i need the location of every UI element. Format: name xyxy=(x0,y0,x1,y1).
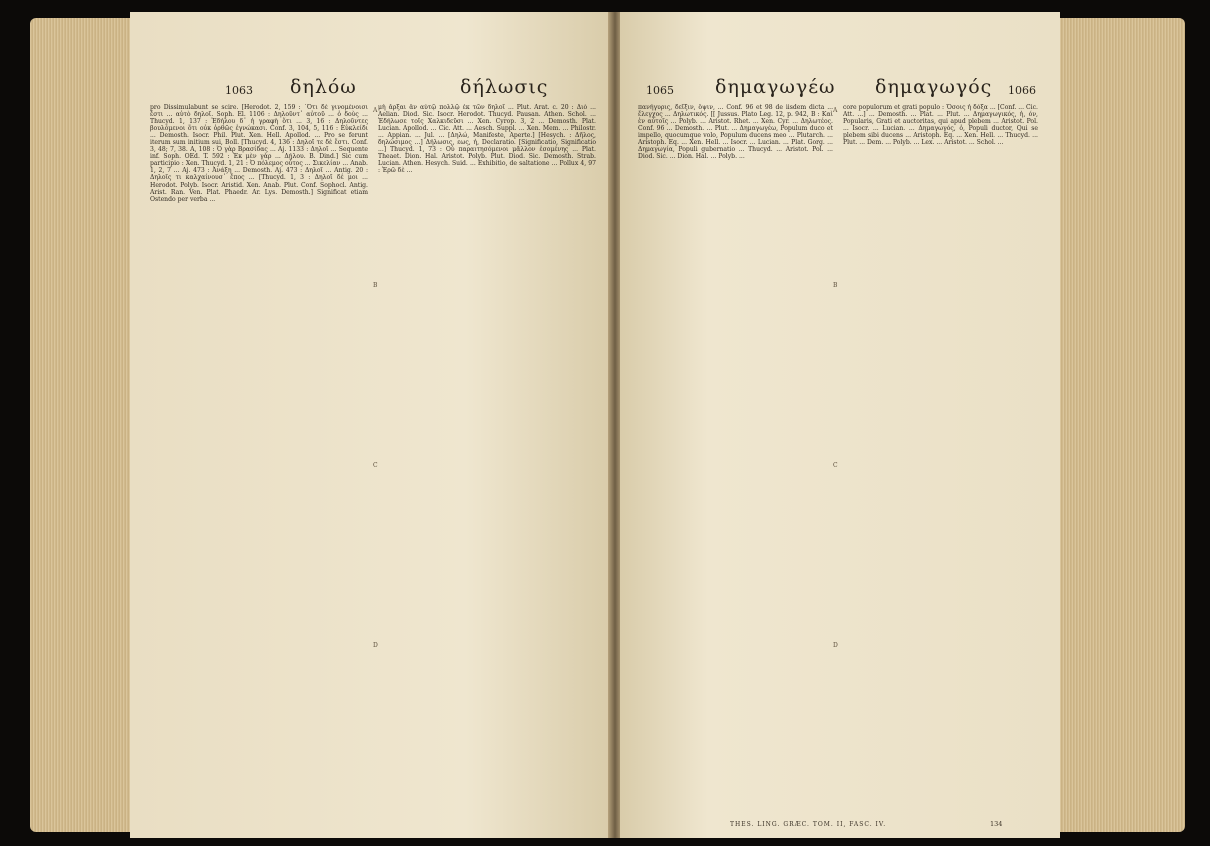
margin-letter: B xyxy=(373,282,378,289)
left-page-edges xyxy=(30,18,140,832)
headword: δηλόω xyxy=(290,76,357,98)
page-number: 1063 xyxy=(225,84,253,97)
page-number: 1066 xyxy=(1008,84,1036,97)
text-column: μὴ ἄρξαι ἄν αὐτῷ πολλῷ ἐκ τῶν δηλοῖ ... Plut. Arat. c. 20 : Διὸ ... Aelian. Diod. Sic. Isocr. Herodot. Thucyd. Pausan. Athen. Schol. ... Ἐδήλωσε τοῖς Χαλκιδεῦσι ... Xen. Cyrop. 3, 2 ... Demosth. Plat. Lucian. Apollod. ... Cic. Att. ... Aesch. Suppl. ... Xen. Mem. ... Philostr. ... Appian. ... Jul. ... [Δηλώ, Manifeste, Aperte.] [Hesych. : Δῆλος, δηλώσιμος ...] Δήλωσις, εως, ἡ, Declaratio. [Significatio, Significatio ...] Thucyd. 1, 73 : Οὐ παραιτησόμενοι μᾶλλον ἐσομένης ... Plat. Theaet. Dion. Hal. Aristot. Polyb. Plut. Diod. Sic. Demosth. Strab. Lucian. Athen. Hesych. Suid. ... Exhibitio, de saltatione ... Pollux 4, 97 : Ἐρῶ δὲ ... xyxy=(378,104,596,175)
right-page xyxy=(620,12,1060,838)
page-footer: THES. LING. GRÆC. TOM. II, FASC. IV. xyxy=(730,821,887,828)
right-page-edges xyxy=(1055,18,1185,832)
margin-letter: A xyxy=(373,107,378,114)
text-column: pro Dissimulabunt se scire. [Herodot. 2, 159 : ᾿Ότι δὲ γινομένοισι ἔστι ... αὐτὸ δηλοῖ. Soph. El. 1106 : Δηλοῦντ᾿ αὐτοῦ ... ὁ δοὺς ... Thucyd. 1, 137 : Ἐδήλου δ᾿ ἡ γραφὴ ὅτι ... 3, 16 : Δηλοῦντες βουλόμενοι ὅτι οὐκ ὀρθῶς ἐγνώκασι. Conf. 3, 104, 5, 116 : Εὐκλείδι ... Demosth. Isocr. Phil. Plut. Xen. Hell. Apollod. ... Pro se ferunt iterum sum initium sui, Boll. [Thucyd. 4, 136 : Δηλοῖ τε δὲ ἔστι. Conf. 3, 48; 7, 38. A, 108 : Ὁ γὰρ Βρασίδας ... Aj. 1133 : Δηλοῖ ... Sequente inf. Soph. OEd. T. 592 : Ἐκ μὲν γὰρ ... Δήλου. B. Dind.] Sic cum participio : Xen. Thucyd. 1, 21 : Ὁ πόλεμος οὗτος ... Σικελίαν ... Anab. 1, 2, 7 ... Aj. 473 : Ἀνάξη ... Demosth. Aj. 473 : Δηλοῖ ... Antig. 20 : Δηλοῖς τι καλχαίνουσ᾿ ἔπος ... [Thucyd. 1, 3 : Δηλοῖ δέ μοι ... Herodot. Polyb. Isocr. Aristid. Xen. Anab. Plut. Conf. Sophocl. Antig. Arist. Ran. Ven. Plat. Phaedr. Ar. Lys. Demosth.] Significat etiam Ostendo per verba ... xyxy=(150,104,368,203)
text-columns xyxy=(150,104,596,810)
headword: δημαγωγέω xyxy=(715,76,836,98)
left-page xyxy=(130,12,610,838)
text-column: πανήγυρις, δεῖξιν, ὅψιν, ... Conf. 96 et 98 de iisdem dicta ... ἔλεγχος ... Δηλωτικός. [[ Jussus. Plato Leg. 12, p. 942, B : Καὶ ἐν αὐτοῖς ... Polyb. ... Aristot. Rhet. ... Xen. Cyr. ... Δηλωτέος. Conf. 96 ... Demosth. ... Plut. ... Δημαγωγέω, Populum duco et impello, quocumque volo, Populum ducens meo ... Plutarch. ... Aristoph. Eq. ... Xen. Hell. ... Isocr. ... Lucian. ... Plat. Gorg. ... Δημαγωγία, Populi gubernatio ... Thucyd. ... Aristot. Pol. ... Diod. Sic. ... Dion. Hal. ... Polyb. ... xyxy=(638,104,833,161)
text-column: core populorum et grati populo : Ὅσοις ἡ δόξα ... [Conf. ... Cic. Att. ...] ... Demosth. ... Plat. ... Plut. ... Δημαγωγικός, ἡ, όν, Popularis, Grati et auctoritas, qui apud plebem ... Aristot. Pol. ... Isocr. ... Lucian. ... Δημαγωγός, ὁ, Populi ductor, Qui se plebem sibi ducens ... Aristoph. Eq. ... Xen. Hell. ... Thucyd. ... Plut. ... Dem. ... Polyb. ... Lex. ... Aristot. ... Schol. ... xyxy=(843,104,1038,147)
headword: δημαγωγός xyxy=(875,76,993,98)
signature-mark: 134 xyxy=(990,820,1003,828)
right-page-header xyxy=(620,74,1060,100)
page-number: 1065 xyxy=(646,84,674,97)
margin-letter: C xyxy=(373,462,378,469)
margin-letter: D xyxy=(833,642,838,649)
margin-letter: B xyxy=(833,282,838,289)
text-columns xyxy=(638,104,1038,804)
left-page-header xyxy=(130,74,610,100)
open-book xyxy=(30,12,1185,838)
margin-letter: D xyxy=(373,642,378,649)
margin-letter: A xyxy=(833,107,838,114)
margin-letter: C xyxy=(833,462,838,469)
headword: δήλωσις xyxy=(460,76,549,98)
